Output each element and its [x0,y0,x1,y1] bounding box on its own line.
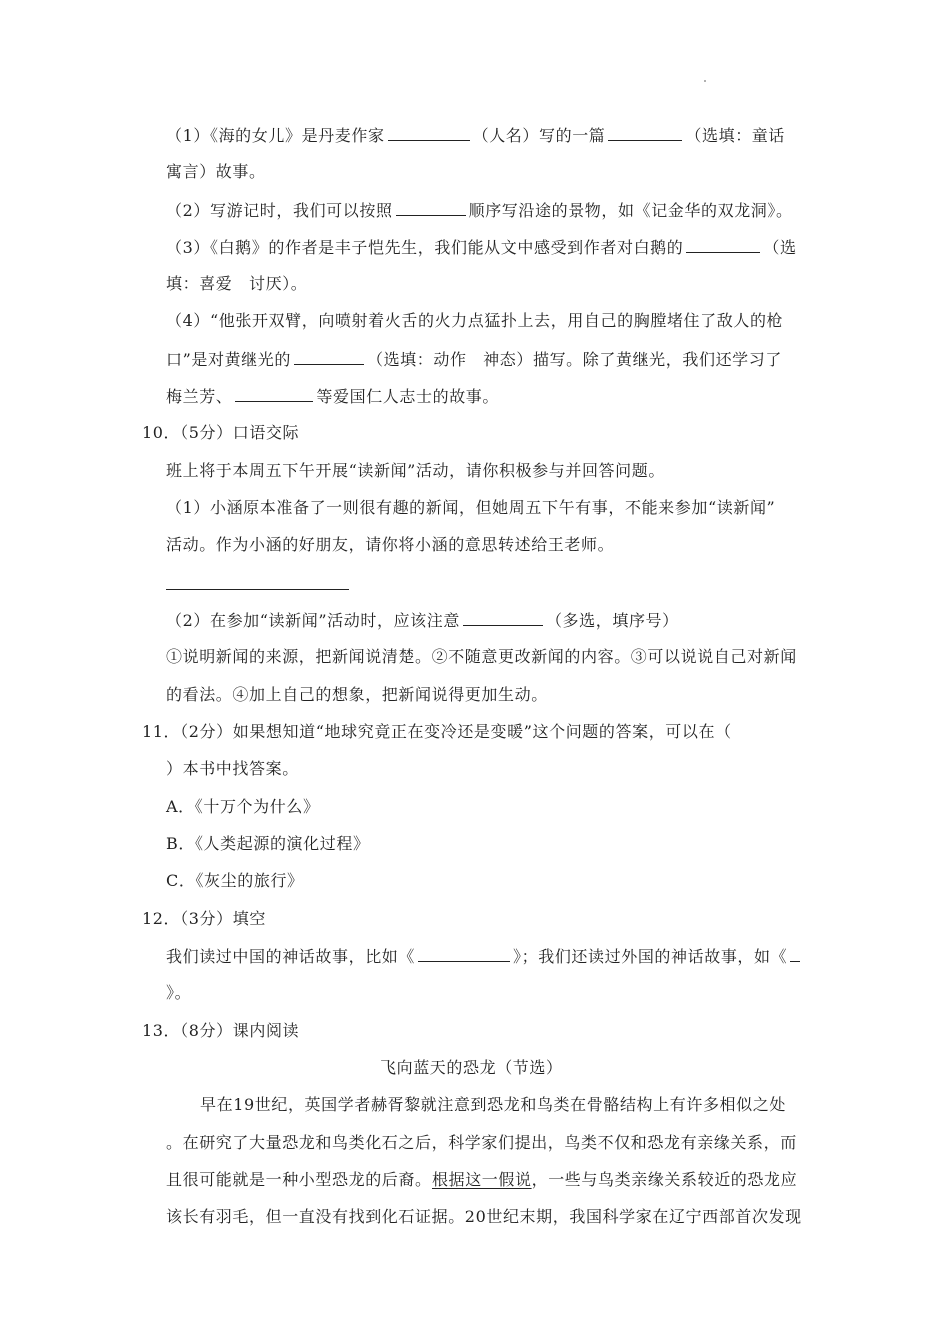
passage-line3: 且很可能就是一种小型恐龙的后裔。 [166,1170,432,1189]
q9-part1-line1: （1）《海的女儿》是丹麦作家 （人名）写的一篇 （选填：童话 [166,126,786,145]
q13-heading: 13．（8分）课内阅读 [142,1021,300,1040]
q10-part2: （2）在参加“读新闻”活动时，应该注意 （多选，填序号） [166,611,679,630]
answer-blank[interactable] [608,124,682,141]
passage-line1: 早在19世纪，英国学者赫胥黎就注意到恐龙和鸟类在骨骼结构上有许多相似之处 [200,1095,786,1114]
answer-blank[interactable] [235,385,313,402]
answer-blank[interactable] [294,348,364,365]
q9-part1-line2: 寓言）故事。 [166,162,266,181]
q11-option-b[interactable]: B．《人类起源的演化过程》 [166,834,370,853]
answer-blank[interactable] [463,609,543,626]
q9-part4-line1: （4）“他张开双臂，向喷射着火舌的火力点猛扑上去，用自己的胸膛堵住了敌人的枪 [166,311,784,330]
q12-line1: 我们读过中国的神话故事，比如《 》；我们还读过外国的神话故事，如《 [166,945,803,968]
passage-line5: 该长有羽毛，但一直没有找到化石证据。20世纪末期，我国科学家在辽宁西部首次发现 [166,1207,802,1226]
q10-part1-line2: 活动。作为小涵的好朋友，请你将小涵的意思转述给王老师。 [166,535,615,554]
passage-line2: 。在研究了大量恐龙和鸟类化石之后，科学家们提出，鸟类不仅和恐龙有亲缘关系，而 [166,1133,797,1152]
underlined-phrase: 根据这一假说 [432,1170,532,1189]
scan-speck [704,80,706,82]
answer-blank[interactable] [686,236,760,253]
q10-part1-line1: （1）小涵原本准备了一则很有趣的新闻，但她周五下午有事，不能来参加“读新闻” [166,498,776,517]
answer-blank[interactable] [396,199,466,216]
q12-line2: 》。 [166,983,192,1002]
passage-line4: 根据这一假说，一些与鸟类亲缘关系较近的恐龙应 [432,1170,798,1189]
q9-part4-line2: 口”是对黄继光的 （选填：动作 神态）描写。除了黄继光，我们还学习了 [166,350,782,369]
answer-blank[interactable] [388,124,470,141]
q11-option-c[interactable]: C．《灰尘的旅行》 [166,871,304,890]
q9-part3-line1: （3）《白鹅》的作者是丰子恺先生，我们能从文中感受到作者对白鹅的 （选 [166,238,797,257]
q10-options-line1: ①说明新闻的来源，把新闻说清楚。②不随意更改新闻的内容。③可以说说自己对新闻 [166,647,797,666]
passage-title: 飞向蓝天的恐龙（节选） [380,1058,563,1077]
q11-option-a[interactable]: A．《十万个为什么》 [166,797,320,816]
q12-heading: 12．（3分）填空 [142,909,266,928]
q9-part2: （2）写游记时，我们可以按照 顺序写沿途的景物，如《记金华的双龙洞》。 [166,201,793,220]
q10-options-line2: 的看法。④加上自己的想象，把新闻说得更加生动。 [166,685,548,704]
answer-line[interactable] [166,589,349,590]
q10-intro: 班上将于本周五下午开展“读新闻”活动，请你积极参与并回答问题。 [166,461,665,480]
q9-part4-line3: 梅兰芳、 等爱国仁人志士的故事。 [166,387,500,406]
q9-part3-line2: 填：喜爱 讨厌）。 [166,274,308,293]
q11-stem-line1: 11．（2分）如果想知道“地球究竟正在变冷还是变暖”这个问题的答案，可以在（ [142,722,732,741]
q10-heading: 10．（5分）口语交际 [142,423,300,442]
answer-blank[interactable] [418,945,510,962]
answer-blank[interactable] [790,945,800,962]
q11-stem-line2: ）本书中找答案。 [166,759,299,778]
